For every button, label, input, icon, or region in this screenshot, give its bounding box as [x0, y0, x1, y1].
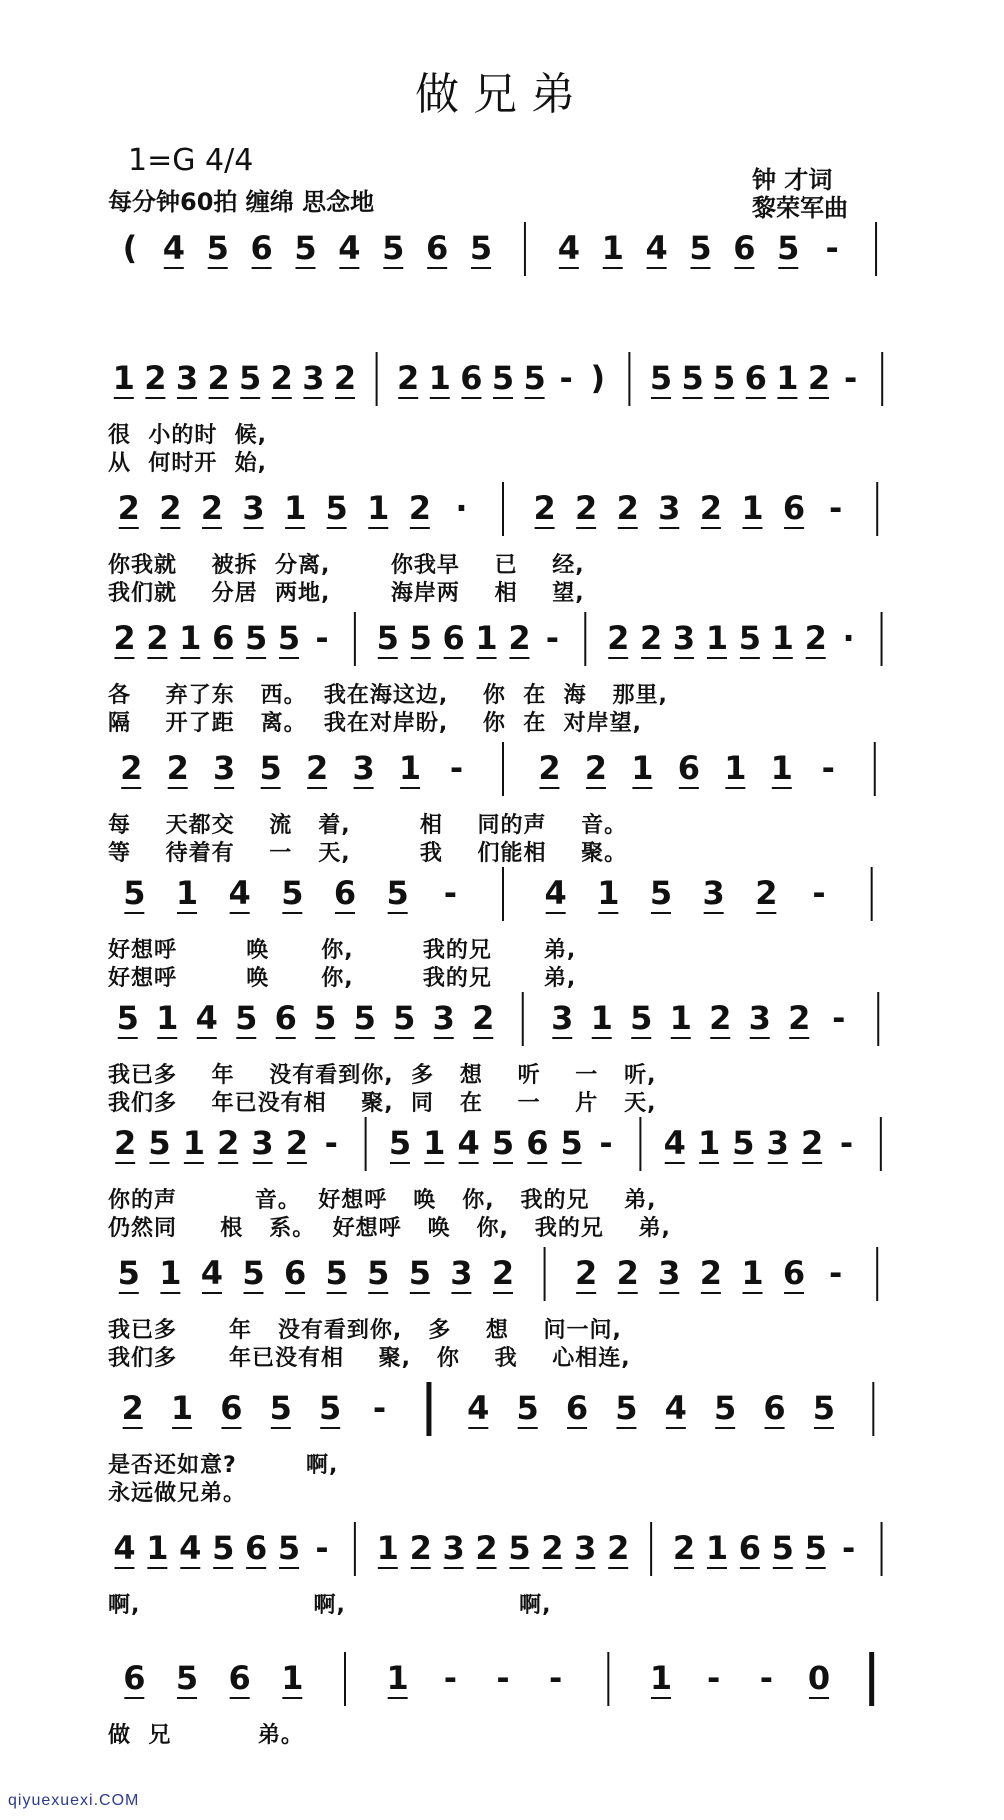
- composer-credit: 黎荣军曲: [752, 194, 848, 222]
- jianpu-note: 5: [325, 489, 348, 527]
- jianpu-note: 6: [677, 749, 700, 787]
- jianpu-note: 5: [277, 1529, 301, 1567]
- song-title: 做兄弟: [415, 69, 589, 120]
- jianpu-note: 2: [113, 619, 136, 657]
- jianpu-note: 6: [244, 1529, 268, 1567]
- jianpu-note: 6: [123, 1659, 146, 1697]
- jianpu-note: 1: [398, 749, 422, 787]
- lyric-line-1: 啊, 啊, 啊,: [108, 1593, 552, 1618]
- jianpu-note: -: [496, 1659, 510, 1697]
- jianpu-note: 5: [560, 1124, 583, 1162]
- jianpu-note: 2: [114, 1124, 137, 1162]
- jianpu-note: 2: [207, 359, 230, 397]
- jianpu-note: 6: [744, 359, 767, 397]
- jianpu-note: 3: [748, 999, 771, 1037]
- jianpu-note: 4: [179, 1529, 202, 1567]
- jianpu-note: -: [812, 874, 826, 912]
- lyric-line-1: 是否还如意? 啊,: [108, 1453, 339, 1478]
- jianpu-note: 1: [590, 999, 613, 1037]
- jianpu-note: 3: [352, 749, 375, 787]
- lyric-line-2: 好想呼 唤 你, 我的兄 弟,: [108, 966, 577, 991]
- jianpu-note: -: [315, 1529, 329, 1567]
- jianpu-note: 2: [200, 489, 224, 527]
- jianpu-note: -: [821, 749, 835, 787]
- jianpu-note: 3: [251, 1124, 274, 1162]
- lyric-line-1: 各 弃了东 西。 我在海这边, 你 在 海 那里,: [108, 683, 668, 708]
- jianpu-note: -: [759, 1659, 773, 1697]
- jianpu-note: 1: [475, 619, 498, 657]
- jianpu-note: 5: [714, 1389, 737, 1427]
- jianpu-note: 3: [551, 999, 574, 1037]
- lyric-line-1: 你的声 音。 好想呼 唤 你, 我的兄 弟,: [108, 1188, 657, 1213]
- jianpu-note: 2: [541, 1529, 564, 1567]
- jianpu-note: 1: [741, 1254, 764, 1292]
- jianpu-note: -: [839, 1124, 854, 1162]
- jianpu-note: 2: [672, 1529, 696, 1567]
- jianpu-note: 4: [113, 1529, 136, 1567]
- jianpu-note: 6: [442, 619, 465, 657]
- jianpu-note: 1: [597, 874, 620, 912]
- jianpu-note: 6: [738, 1529, 761, 1567]
- lyric-line-1: 很 小的时 候,: [108, 423, 267, 448]
- jianpu-note: 2: [607, 1529, 630, 1567]
- jianpu-note: 2: [121, 1389, 144, 1427]
- jianpu-note: 3: [242, 489, 265, 527]
- jianpu-note: -: [707, 1659, 721, 1697]
- jianpu-note: 5: [409, 619, 432, 657]
- jianpu-note: 5: [259, 749, 282, 787]
- jianpu-note: 2: [285, 1124, 309, 1162]
- jianpu-note: 5: [117, 1254, 140, 1292]
- jianpu-note: 5: [738, 619, 761, 657]
- jianpu-note: 2: [800, 1124, 824, 1162]
- jianpu-note: 2: [755, 874, 778, 912]
- jianpu-note: 2: [575, 1254, 598, 1292]
- jianpu-note: 5: [123, 874, 146, 912]
- jianpu-note: 3: [658, 489, 681, 527]
- jianpu-note: 2: [616, 1254, 639, 1292]
- jianpu-note: 6: [333, 874, 357, 912]
- jianpu-note: 3: [574, 1529, 597, 1567]
- jianpu-note: 1: [367, 489, 390, 527]
- lyricist-credit: 钟 才词: [752, 166, 833, 194]
- jianpu-note: 3: [450, 1254, 473, 1292]
- jianpu-note: 5: [689, 229, 712, 267]
- jianpu-note: 5: [367, 1254, 390, 1292]
- lyric-line-1: 我已多 年 没有看到你, 多 想 问一问,: [108, 1318, 622, 1343]
- jianpu-note: 2: [120, 749, 143, 787]
- jianpu-note: -: [832, 999, 846, 1037]
- jianpu-note: 3: [658, 1254, 681, 1292]
- jianpu-note: 1: [697, 1124, 721, 1162]
- jianpu-note: 5: [804, 1529, 827, 1567]
- jianpu-note: 1: [631, 749, 654, 787]
- jianpu-note: 3: [432, 999, 455, 1037]
- jianpu-note: 5: [353, 999, 376, 1037]
- jianpu-note: 2: [117, 489, 140, 527]
- jianpu-note: 1: [776, 359, 799, 397]
- jianpu-note: 6: [228, 1659, 251, 1697]
- jianpu-note: 1: [770, 749, 793, 787]
- lyric-line-1: 好想呼 唤 你, 我的兄 弟,: [108, 938, 577, 963]
- jianpu-note: 5: [277, 619, 301, 657]
- jianpu-note: 1: [601, 229, 624, 267]
- jianpu-note: -: [443, 1659, 457, 1697]
- jianpu-note: 4: [645, 229, 668, 267]
- jianpu-note: 4: [162, 229, 185, 267]
- jianpu-note: 2: [709, 999, 732, 1037]
- jianpu-note: 5: [393, 999, 416, 1037]
- jianpu-note: 3: [766, 1124, 789, 1162]
- tempo-marking: 每分钟60拍 缠绵 思念地: [108, 188, 375, 216]
- jianpu-note: 5: [116, 999, 139, 1037]
- jianpu-note: 5: [771, 1529, 794, 1567]
- jianpu-note: 4: [544, 874, 567, 912]
- jianpu-note: ·: [455, 489, 468, 527]
- jianpu-note: -: [841, 1529, 856, 1567]
- jianpu-note: 2: [144, 359, 167, 397]
- jianpu-note: 6: [763, 1389, 786, 1427]
- jianpu-note: 5: [235, 999, 258, 1037]
- jianpu-note: 3: [442, 1529, 465, 1567]
- jianpu-note: 2: [616, 489, 639, 527]
- jianpu-note: 2: [408, 489, 431, 527]
- jianpu-note: 1: [182, 1124, 205, 1162]
- jianpu-note: 5: [175, 1659, 199, 1697]
- jianpu-note: 5: [681, 359, 704, 397]
- jianpu-note: 2: [607, 619, 630, 657]
- jianpu-note: 2: [472, 999, 495, 1037]
- jianpu-note: 5: [382, 229, 405, 267]
- jianpu-note: ·: [842, 619, 855, 657]
- site-watermark: qiyuexuexi.COM: [8, 1792, 140, 1809]
- jianpu-note: 6: [733, 229, 756, 267]
- jianpu-note: -: [559, 359, 573, 397]
- lyric-line-2: 我们多 年已没有相 聚, 你 我 心相连,: [108, 1346, 631, 1371]
- jianpu-note: 1: [724, 749, 747, 787]
- jianpu-note: 5: [206, 229, 229, 267]
- jianpu-note: 5: [732, 1124, 755, 1162]
- jianpu-note: 1: [771, 619, 794, 657]
- jianpu-note: 6: [274, 999, 297, 1037]
- jianpu-note: 4: [195, 999, 218, 1037]
- jianpu-note: 5: [148, 1124, 171, 1162]
- jianpu-note: 4: [467, 1389, 490, 1427]
- jianpu-note: 1: [428, 359, 451, 397]
- lyric-line-2: 我们就 分居 两地, 海岸两 相 望,: [108, 581, 585, 606]
- key-signature: 1=G 4/4: [128, 143, 254, 178]
- jianpu-note: 1: [386, 1659, 409, 1697]
- jianpu-note: 5: [408, 1254, 431, 1292]
- jianpu-note: 6: [212, 619, 235, 657]
- lyric-line-2: 仍然同 根 系。 好想呼 唤 你, 我的兄 弟,: [108, 1216, 671, 1241]
- jianpu-note: 6: [460, 359, 483, 397]
- jianpu-note: -: [324, 1124, 338, 1162]
- jianpu-note: 1: [179, 619, 202, 657]
- jianpu-note: 5: [523, 359, 546, 397]
- jianpu-note: 6: [250, 229, 273, 267]
- jianpu-note: 5: [388, 1124, 412, 1162]
- jianpu-note: 0: [807, 1659, 831, 1697]
- jianpu-note: 3: [175, 359, 199, 397]
- jianpu-note: -: [315, 619, 329, 657]
- jianpu-note: 3: [213, 749, 236, 787]
- jianpu-note: 6: [782, 1254, 806, 1292]
- jianpu-note: 5: [812, 1389, 836, 1427]
- jianpu-note: 6: [283, 1254, 307, 1292]
- jianpu-note: 2: [159, 489, 182, 527]
- jianpu-note: 6: [526, 1124, 549, 1162]
- jianpu-note: 2: [699, 489, 723, 527]
- jianpu-note: -: [599, 1124, 613, 1162]
- jianpu-note: 1: [705, 1529, 729, 1567]
- jianpu-note: 1: [156, 999, 179, 1037]
- jianpu-note: 5: [630, 999, 653, 1037]
- jianpu-note: 2: [475, 1529, 498, 1567]
- jianpu-note: 2: [166, 749, 189, 787]
- jianpu-note: 5: [239, 359, 262, 397]
- jianpu-note: (: [122, 229, 138, 267]
- jianpu-note: 5: [212, 1529, 235, 1567]
- jianpu-note: 5: [649, 874, 673, 912]
- jianpu-note: 3: [302, 359, 325, 397]
- jianpu-note: 2: [305, 749, 329, 787]
- jianpu-note: 5: [281, 874, 304, 912]
- jianpu-note: 1: [705, 619, 729, 657]
- jianpu-note: 1: [423, 1124, 446, 1162]
- jianpu-note: 6: [565, 1389, 589, 1427]
- jianpu-note: 5: [314, 999, 337, 1037]
- jianpu-note: 4: [338, 229, 361, 267]
- jianpu-note: 5: [508, 1529, 531, 1567]
- jianpu-note: 2: [575, 489, 598, 527]
- lyric-line-2: 从 何时开 始,: [108, 451, 267, 476]
- jianpu-note: 1: [649, 1659, 673, 1697]
- jianpu-note: 5: [649, 359, 673, 397]
- jianpu-note: 2: [146, 619, 169, 657]
- jianpu-note: 4: [663, 1124, 686, 1162]
- jianpu-note: 2: [270, 359, 293, 397]
- lyric-line-1: 你我就 被拆 分离, 你我早 已 经,: [108, 553, 585, 578]
- jianpu-note: 5: [615, 1389, 638, 1427]
- jianpu-note: 5: [516, 1389, 539, 1427]
- jianpu-note: 2: [491, 1254, 515, 1292]
- jianpu-note: 5: [386, 874, 409, 912]
- lyric-line-2: 永远做兄弟。: [108, 1481, 247, 1506]
- jianpu-note: -: [545, 619, 560, 657]
- jianpu-note: 5: [376, 619, 399, 657]
- jianpu-note: -: [449, 749, 464, 787]
- jianpu-note: 4: [557, 229, 580, 267]
- jianpu-note: 5: [469, 229, 493, 267]
- jianpu-note: -: [828, 489, 843, 527]
- jianpu-note: 4: [200, 1254, 224, 1292]
- jianpu-note: 5: [777, 229, 800, 267]
- jianpu-note: 5: [269, 1389, 292, 1427]
- jianpu-note: 4: [664, 1389, 687, 1427]
- jianpu-note: 1: [669, 999, 692, 1037]
- lyric-line-1: 每 天都交 流 着, 相 同的声 音。: [108, 813, 628, 838]
- jianpu-note: 6: [782, 489, 806, 527]
- jianpu-note: -: [443, 874, 457, 912]
- jianpu-note: 1: [281, 1659, 304, 1697]
- lyric-line-2: 等 待着有 一 天, 我 们能相 聚。: [108, 841, 628, 866]
- jianpu-note: 2: [639, 619, 663, 657]
- jianpu-note: 2: [217, 1124, 240, 1162]
- jianpu-note: 2: [538, 749, 561, 787]
- jianpu-note: -: [825, 229, 839, 267]
- jianpu-note: 2: [788, 999, 811, 1037]
- jianpu-note: 2: [584, 749, 608, 787]
- jianpu-note: 2: [804, 619, 827, 657]
- jianpu-note: -: [549, 1659, 563, 1697]
- jianpu-note: 6: [220, 1389, 243, 1427]
- jianpu-note: 2: [699, 1254, 723, 1292]
- jianpu-note: 5: [491, 1124, 515, 1162]
- jianpu-note: 1: [741, 489, 764, 527]
- jianpu-note: 5: [244, 619, 268, 657]
- jianpu-note: 5: [294, 229, 317, 267]
- jianpu-note: 2: [333, 359, 357, 397]
- lyric-line-2: 我们多 年已没有相 聚, 同 在 一 片 天,: [108, 1091, 657, 1116]
- jianpu-note: ): [590, 359, 606, 397]
- jianpu-note: 1: [283, 489, 307, 527]
- jianpu-note: 5: [319, 1389, 342, 1427]
- jianpu-note: 1: [376, 1529, 399, 1567]
- jianpu-note: 1: [159, 1254, 182, 1292]
- jianpu-note: 4: [228, 874, 251, 912]
- jianpu-note: 5: [713, 359, 736, 397]
- jianpu-note: 6: [426, 229, 449, 267]
- jianpu-note: 1: [146, 1529, 169, 1567]
- jianpu-note: 2: [409, 1529, 432, 1567]
- lyric-line-2: 隔 开了距 离。 我在对岸盼, 你 在 对岸望,: [108, 711, 642, 736]
- jianpu-note: 2: [533, 489, 556, 527]
- jianpu-note: 1: [170, 1389, 194, 1427]
- jianpu-note: -: [843, 359, 858, 397]
- jianpu-note: 2: [397, 359, 420, 397]
- jianpu-note: 1: [175, 874, 199, 912]
- jianpu-note: 3: [672, 619, 696, 657]
- jianpu-note: 5: [325, 1254, 348, 1292]
- jianpu-note: 2: [807, 359, 831, 397]
- jianpu-note: 2: [508, 619, 531, 657]
- jianpu-note: 1: [112, 359, 135, 397]
- jianpu-note: -: [828, 1254, 843, 1292]
- jianpu-note: -: [372, 1389, 387, 1427]
- lyric-line-1: 我已多 年 没有看到你, 多 想 听 一 听,: [108, 1063, 657, 1088]
- jianpu-note: 3: [702, 874, 725, 912]
- lyric-line-1: 做 兄 弟。: [108, 1723, 304, 1748]
- jianpu-note: 5: [491, 359, 515, 397]
- jianpu-note: 5: [242, 1254, 265, 1292]
- jianpu-note: 4: [457, 1124, 480, 1162]
